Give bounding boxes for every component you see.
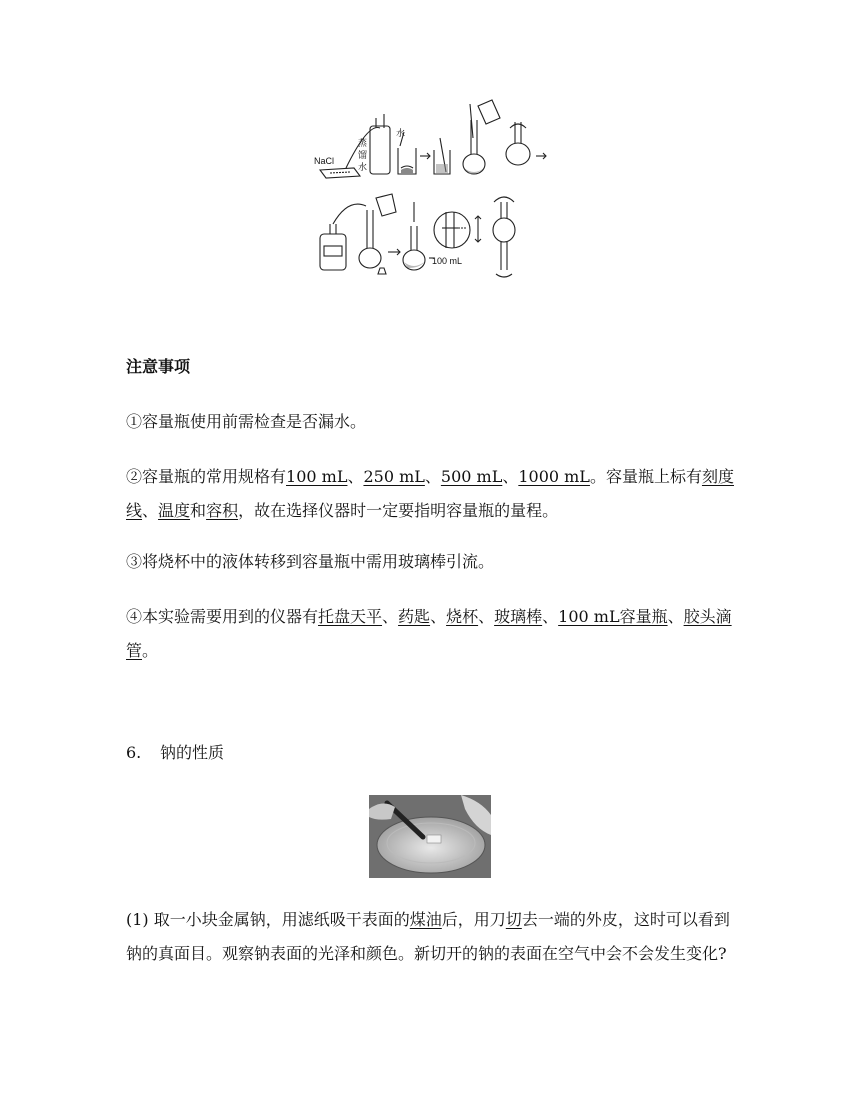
flask-transfer-icon: [359, 248, 381, 268]
meniscus-view-icon: [434, 212, 470, 248]
label-nacl: NaCl: [314, 156, 335, 166]
section-6-title: [126, 738, 224, 768]
text-fragment: (1) 取一小块金属钠，用滤纸吸干表面的: [126, 910, 410, 929]
underlined-answer: 托盘天平: [318, 607, 383, 626]
text-fragment: 去一端的外皮，这时可以看到钠的真面目。观察钠表面的光泽和颜色。新切开的钠的表面在空气中会不会发生变化?: [126, 910, 730, 963]
text-fragment: 。容量瓶上标有: [589, 467, 702, 486]
underlined-answer: 玻璃棒: [494, 607, 543, 626]
section-number: 6.: [126, 743, 142, 762]
text-fragment: 、: [430, 607, 447, 626]
notes-heading: 注意事项: [126, 357, 191, 376]
text-fragment: 、: [667, 607, 684, 626]
inverted-flask-icon: [493, 218, 515, 242]
text-fragment: 、: [542, 607, 559, 626]
pouring-beaker-icon: [478, 100, 500, 124]
note-item-2: [126, 460, 738, 528]
underlined-answer: 容积: [206, 501, 239, 520]
note-item-3: [126, 545, 738, 579]
underlined-answer: 药匙: [398, 607, 431, 626]
text-fragment: 、: [142, 501, 159, 520]
text-fragment: 、: [478, 607, 495, 626]
note-item-3-text: ③将烧杯中的液体转移到容量瓶中需用玻璃棒引流。: [126, 552, 495, 571]
underlined-answer: 切: [505, 910, 522, 929]
label-distilled-2: 馏: [358, 150, 368, 160]
question-1: [126, 903, 738, 971]
petri-dish-icon: [377, 817, 485, 873]
text-fragment: 后，用刀: [441, 910, 506, 929]
label-volume: 100 mL: [432, 256, 463, 266]
label-water: 水: [396, 128, 406, 138]
sodium-piece-icon: [427, 835, 441, 843]
text-fragment: 和: [190, 501, 207, 520]
text-fragment: 、: [502, 467, 519, 486]
underlined-answer: 胶头滴管: [126, 607, 732, 660]
volumetric-flask-icon: [463, 154, 485, 174]
section-title: 钠的性质: [160, 743, 225, 762]
note-item-1-text: ①容量瓶使用前需检查是否漏水。: [126, 412, 367, 431]
label-distilled-3: 水: [358, 162, 368, 172]
underlined-answer: 250 mL: [363, 467, 425, 486]
underlined-answer: 煤油: [409, 910, 442, 929]
swirl-flask-icon: [506, 143, 530, 165]
text-fragment: 、: [382, 607, 399, 626]
wash-bottle-icon: [370, 126, 390, 174]
text-fragment: 。: [142, 641, 159, 660]
underlined-answer: 刻度线: [126, 467, 734, 520]
text-fragment: 、: [347, 467, 364, 486]
underlined-answer: 100 mL: [286, 467, 348, 486]
solution-preparation-diagram: [308, 98, 558, 280]
label-distilled-1: 蒸: [358, 138, 368, 148]
text-fragment: ④本实验需要用到的仪器有: [126, 607, 319, 626]
underlined-answer: 温度: [158, 501, 191, 520]
note-item-4: [126, 600, 738, 668]
text-fragment: ②容量瓶的常用规格有: [126, 467, 287, 486]
note-item-1: [126, 405, 738, 439]
underlined-answer: 1000 mL: [518, 467, 590, 486]
sodium-cutting-photo: [369, 795, 491, 878]
text-fragment: ，故在选择仪器时一定要指明容量瓶的量程。: [238, 501, 559, 520]
underlined-answer: 烧杯: [446, 607, 479, 626]
underlined-answer: 100 mL容量瓶: [558, 607, 668, 626]
underlined-answer: 500 mL: [440, 467, 503, 486]
text-fragment: 、: [424, 467, 441, 486]
